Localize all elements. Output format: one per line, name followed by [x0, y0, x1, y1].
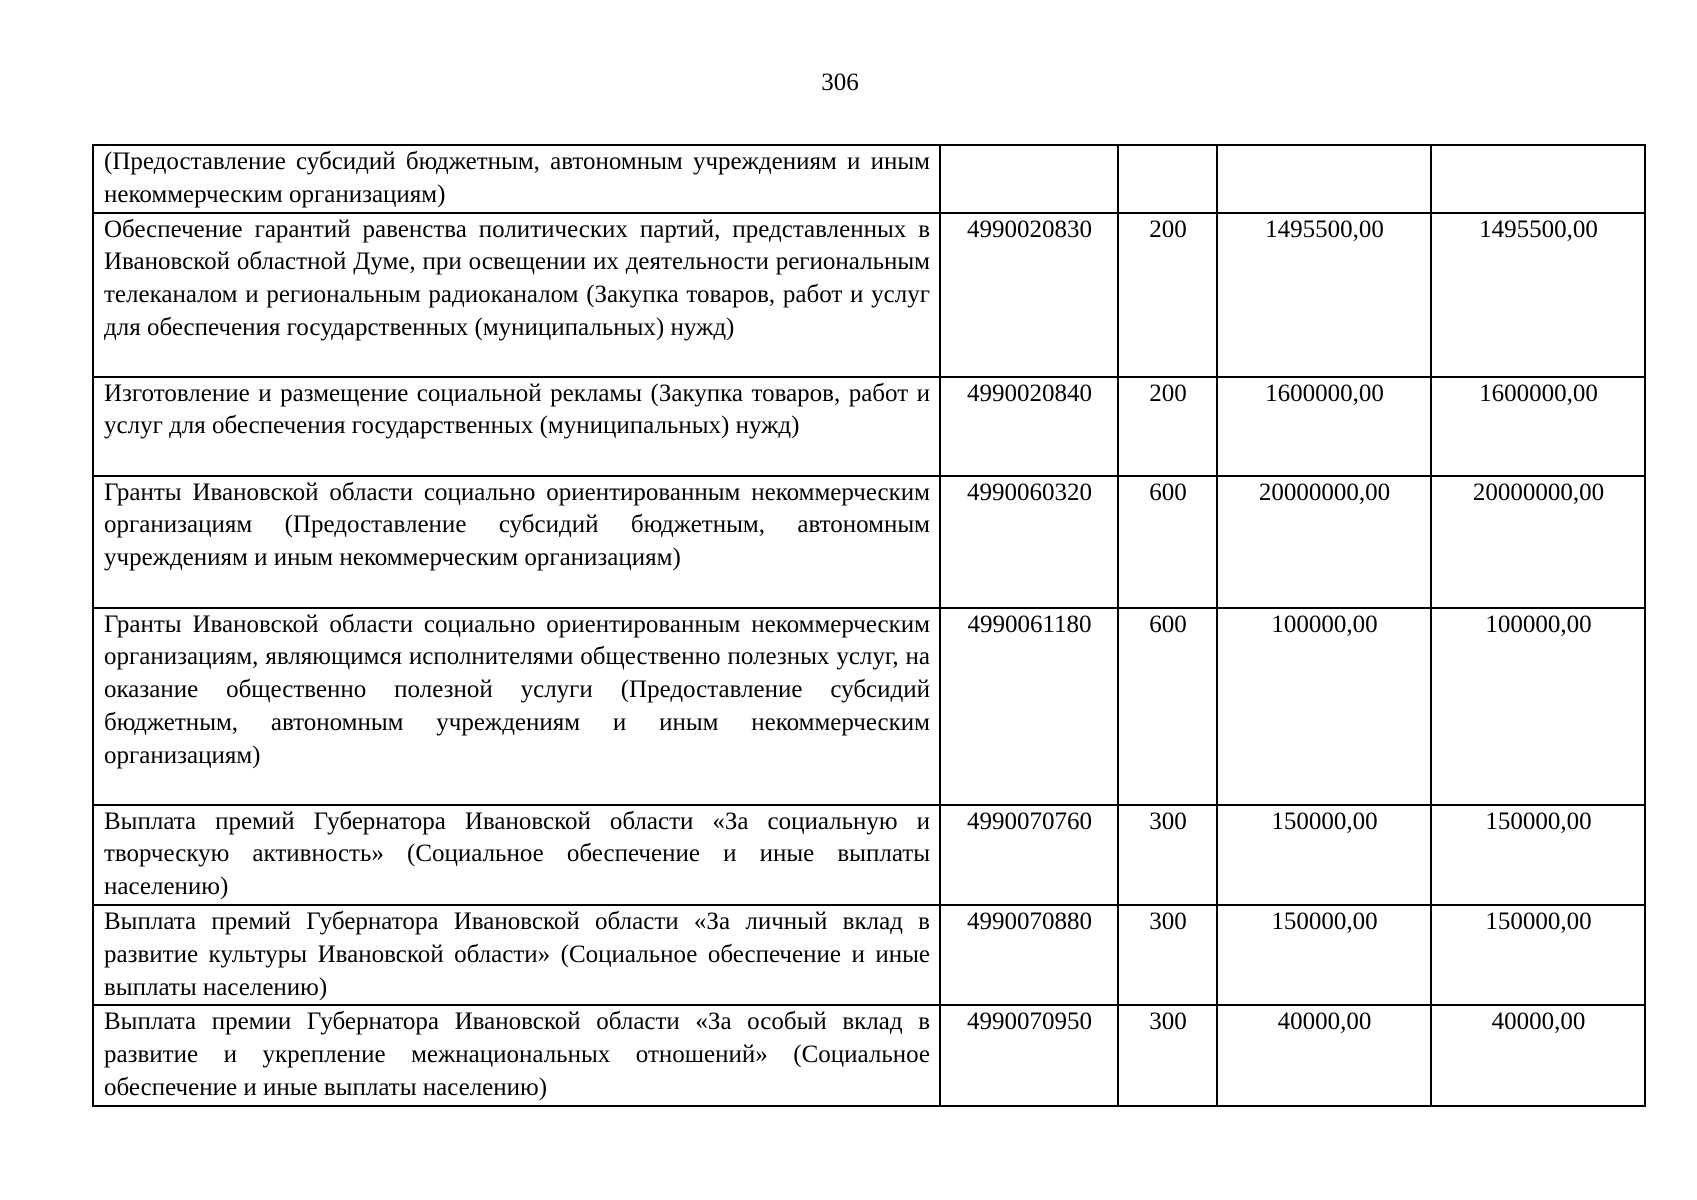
row-expense-type: 200	[1118, 213, 1217, 377]
row-description: Обеспечение гарантий равенства политических партий, представленных в Ивановской областной Думе, при освещении их деятельности региональным телеканалом и региональным радиоканалом (Закупка товаров, работ и услуг для обеспечения государственных (муниципальных) нужд)	[93, 213, 940, 377]
row-description: Гранты Ивановской области социально ориентированным некоммерческим организациям, являющимся исполнителями общественно полезных услуг, на оказание общественно полезной услуги (Предоставление субсидий бюджетным, автономным учреждениям и иным некоммерческим организациям)	[93, 608, 940, 805]
table-row	[93, 608, 1645, 805]
row-target-code: 4990020840	[940, 377, 1118, 476]
row-amount-1: 100000,00	[1217, 608, 1431, 805]
row-target-code: 4990070880	[940, 905, 1118, 1005]
row-expense-type: 300	[1118, 1005, 1217, 1105]
row-target-code: 4990020830	[940, 213, 1118, 377]
row-target-code: 4990070760	[940, 805, 1118, 905]
table-row	[93, 1005, 1645, 1105]
budget-table	[92, 144, 1646, 1107]
row-amount-1: 40000,00	[1217, 1005, 1431, 1105]
row-target-code: 4990061180	[940, 608, 1118, 805]
row-amount-1	[1217, 145, 1431, 213]
row-description: Выплата премий Губернатора Ивановской области «За социальную и творческую активность» (Социальное обеспечение и иные выплаты населению)	[93, 805, 940, 905]
row-description: Изготовление и размещение социальной рекламы (Закупка товаров, работ и услуг для обеспечения государственных (муниципальных) нужд)	[93, 377, 940, 476]
row-expense-type: 300	[1118, 905, 1217, 1005]
table-row	[93, 145, 1645, 213]
row-amount-2: 20000000,00	[1431, 476, 1645, 608]
row-amount-1: 20000000,00	[1217, 476, 1431, 608]
row-expense-type: 300	[1118, 805, 1217, 905]
row-expense-type	[1118, 145, 1217, 213]
row-expense-type: 600	[1118, 476, 1217, 608]
row-target-code: 4990070950	[940, 1005, 1118, 1105]
row-expense-type: 200	[1118, 377, 1217, 476]
table-row	[93, 805, 1645, 905]
row-description: Гранты Ивановской области социально ориентированным некоммерческим организациям (Предоставление субсидий бюджетным, автономным учреждениям и иным некоммерческим организациям)	[93, 476, 940, 608]
row-amount-2	[1431, 145, 1645, 213]
row-amount-2: 100000,00	[1431, 608, 1645, 805]
table-row	[93, 476, 1645, 608]
row-amount-1: 1600000,00	[1217, 377, 1431, 476]
row-amount-1: 1495500,00	[1217, 213, 1431, 377]
row-amount-1: 150000,00	[1217, 805, 1431, 905]
row-description: (Предоставление субсидий бюджетным, автономным учреждениям и иным некоммерческим организациям)	[93, 145, 940, 213]
row-target-code: 4990060320	[940, 476, 1118, 608]
row-amount-1: 150000,00	[1217, 905, 1431, 1005]
row-description: Выплата премий Губернатора Ивановской области «За личный вклад в развитие культуры Ивановской области» (Социальное обеспечение и иные выплаты населению)	[93, 905, 940, 1005]
table-row	[93, 213, 1645, 377]
row-amount-2: 40000,00	[1431, 1005, 1645, 1105]
table-row	[93, 377, 1645, 476]
row-amount-2: 150000,00	[1431, 905, 1645, 1005]
row-description: Выплата премии Губернатора Ивановской области «За особый вклад в развитие и укрепление межнациональных отношений» (Социальное обеспечение и иные выплаты населению)	[93, 1005, 940, 1105]
row-amount-2: 1600000,00	[1431, 377, 1645, 476]
table-row	[93, 905, 1645, 1005]
row-target-code	[940, 145, 1118, 213]
page-number: 306	[821, 69, 859, 96]
row-amount-2: 150000,00	[1431, 805, 1645, 905]
row-expense-type: 600	[1118, 608, 1217, 805]
row-amount-2: 1495500,00	[1431, 213, 1645, 377]
